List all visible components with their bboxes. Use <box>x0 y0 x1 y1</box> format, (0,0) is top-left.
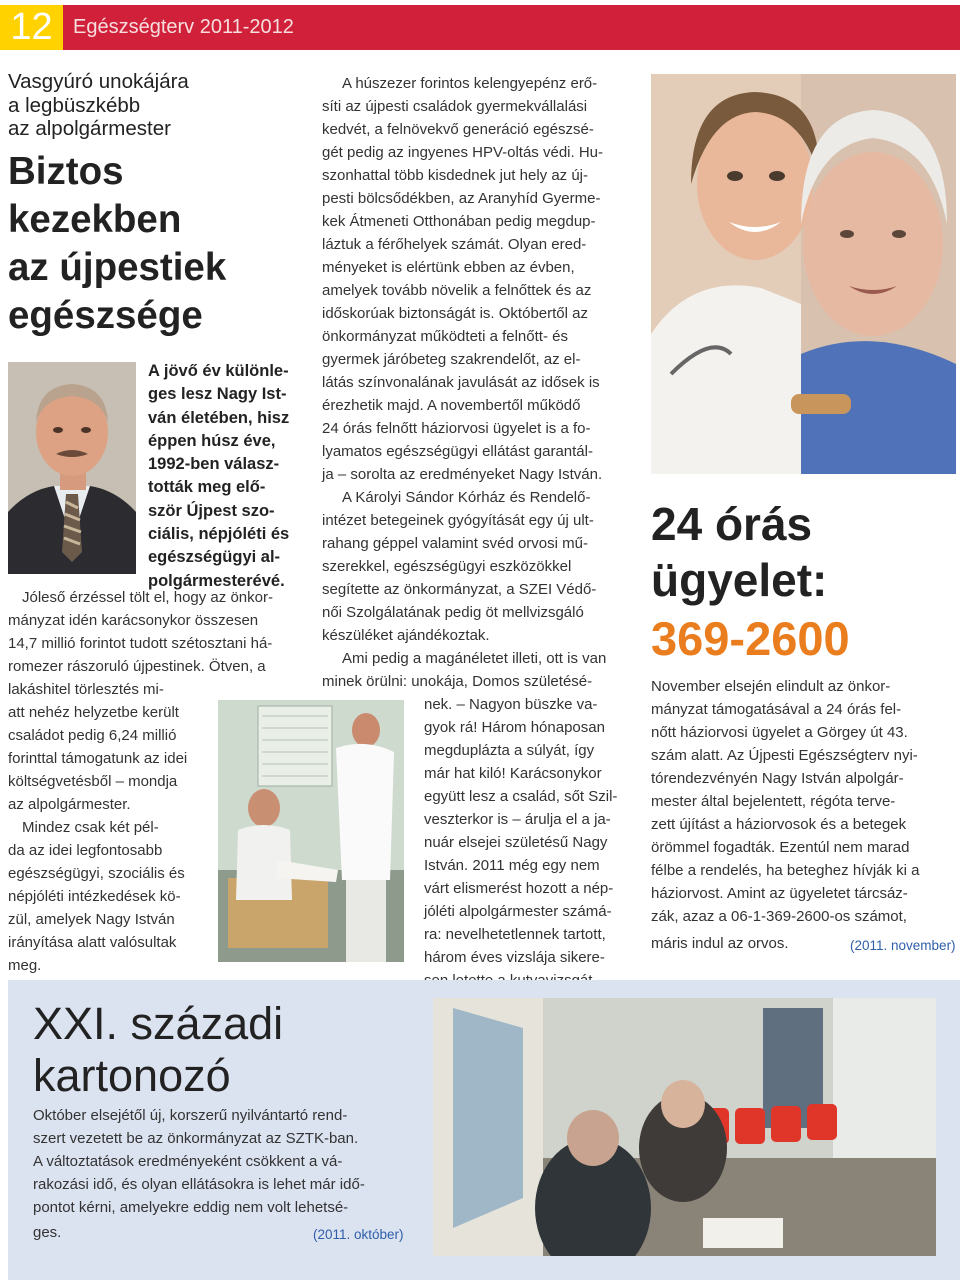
body-line: ges. <box>33 1224 62 1241</box>
body-line: att nehéz helyzetbe került <box>8 704 179 721</box>
body-line: önkormányzat működteti a felnőtt- és <box>322 328 568 345</box>
body-line: Mindez csak két pél- <box>22 819 159 836</box>
body-line: ja – sorolta az eredményeket Nagy István. <box>322 466 603 483</box>
headline-line: az újpestiek <box>8 246 227 289</box>
article-kicker <box>8 70 308 141</box>
body-line: háziorvost. Amint az ügyeletet tárcsáz- <box>651 885 908 902</box>
body-line: ra: nevelhetetlennek tartott, <box>424 926 606 943</box>
body-line: amelyek tovább növelik a felnőttek és az <box>322 282 592 299</box>
article-lead <box>148 360 318 593</box>
body-line: 14,7 millió forintot tudott szétosztani há- <box>8 635 273 652</box>
body-line: Október elsejétől új, korszerű nyilvántartó rend- <box>33 1107 348 1124</box>
body-line: nek. – Nagyon büszke va- <box>424 696 598 713</box>
lead-line: polgármesterévé. <box>148 571 285 590</box>
body-line: A változtatások eredményeként csökkent a vá- <box>33 1153 343 1170</box>
body-line: három éves vizslája sikere- <box>424 949 605 966</box>
body-line: női Szolgálatának pedig öt mellvizsgáló <box>322 604 584 621</box>
body-line: már hat kiló! Karácsonykor <box>424 765 602 782</box>
article-headline <box>8 148 328 340</box>
headline-line: egészsége <box>8 294 203 337</box>
waiting-room-photo <box>433 998 936 1256</box>
body-line: mányzat támogatásával a 24 órás fel- <box>651 701 902 718</box>
lead-line: ván életében, hisz <box>148 408 290 427</box>
body-line: gyermek járóbeteg szakrendelőt, az el- <box>322 351 581 368</box>
lead-line: éppen húsz éve, <box>148 431 276 450</box>
body-line: veszterkor is – árulja el a ja- <box>424 811 611 828</box>
body-line: Ami pedig a magánéletet illeti, ott is van <box>342 650 607 667</box>
body-line: rahang géppel valamint svéd orvosi mű- <box>322 535 588 552</box>
article-date: (2011. november) <box>850 938 956 953</box>
article-2-headline <box>651 496 956 608</box>
article-3-headline <box>33 998 423 1102</box>
body-line: az alpolgármester. <box>8 796 131 813</box>
body-line: meg. <box>8 957 42 974</box>
body-line: jóléti alpolgármester számá- <box>424 903 612 920</box>
body-line: síti az újpesti családok gyermekvállalási <box>322 98 588 115</box>
body-line: szonhattal több kisdednek jut hely az új- <box>322 167 588 184</box>
body-line: pontot kérni, amelyekre eddig nem volt lehetsé- <box>33 1199 349 1216</box>
body-line: várt elismerést hozott a nép- <box>424 880 614 897</box>
body-line: családot pedig 6,24 millió <box>8 727 177 744</box>
body-line: máris indul az orvos. <box>651 935 789 952</box>
body-line: A húszezer forintos kelengyepénz erő- <box>342 75 598 92</box>
body-line: A Károlyi Sándor Kórház és Rendelő- <box>342 489 591 506</box>
body-line: készüléket ajándékoztak. <box>322 627 490 644</box>
headline-line: 24 órás <box>651 498 813 550</box>
waiting-room-illustration <box>433 998 936 1256</box>
body-line: együtt lesz a család, sőt Szil- <box>424 788 618 805</box>
body-line: Jóleső érzéssel tölt el, hogy az önkor- <box>22 589 273 606</box>
body-line: pesti bölcsődékben, az Aranyhíd Gyerme- <box>322 190 601 207</box>
body-line: kedvét, a felnövekvő generáció egészsé- <box>322 121 594 138</box>
body-line: da az idei legfontosabb <box>8 842 163 859</box>
body-line: minek örülni: unokája, Domos születésé- <box>322 673 593 690</box>
body-line: segítette az önkormányzat, a SZEI Védő- <box>322 581 597 598</box>
body-line: szám alatt. Az Újpesti Egészségterv nyi- <box>651 747 918 764</box>
lead-line: tották meg elő- <box>148 478 266 497</box>
lead-line: egészségügyi al- <box>148 548 281 567</box>
body-line: megduplázta a súlyát, így <box>424 742 595 759</box>
body-line: láztuk a férőhelyek számát. Olyan ered- <box>322 236 587 253</box>
body-line: romezer rászoruló újpestinek. Ötven, a <box>8 658 266 675</box>
body-line: zül, amelyek Nagy István <box>8 911 175 928</box>
body-line: nuár elsejei születésű Nagy <box>424 834 608 851</box>
medical-room-illustration <box>218 700 404 962</box>
body-line: ményeket is elértünk ebben az évben, <box>322 259 575 276</box>
body-line: zák, azaz a 06-1-369-2600-os számot, <box>651 908 907 925</box>
body-line: forinttal támogatunk az idei <box>8 750 188 767</box>
body-line: félbe a rendelés, ha beteghez hívják ki a <box>651 862 920 879</box>
body-line: érezhetik majd. A novembertől működő <box>322 397 581 414</box>
kicker-line: a legbüszkébb <box>8 93 141 117</box>
body-line: lyamatos egészségügyi ellátást garantál- <box>322 443 593 460</box>
kicker-line: Vasgyúró unokájára <box>8 70 189 93</box>
body-line: nőtt háziorvosi ügyelet a Görgey út 43. <box>651 724 908 741</box>
body-line: irányítása alatt valósultak <box>8 934 177 951</box>
body-line: zett újítást a háziorvosok és a betegek <box>651 816 907 833</box>
section-title: Egészségterv 2011-2012 <box>73 16 294 38</box>
on-call-phone-number: 369-2600 <box>651 612 850 665</box>
portrait-photo <box>8 362 136 574</box>
body-line: tórendezvényén Nagy István alpolgár- <box>651 770 904 787</box>
nurse-elderly-photo <box>651 74 956 474</box>
portrait-illustration <box>8 362 136 574</box>
body-line: lakáshitel törlesztés mi- <box>8 681 164 698</box>
headline-line: Biztos <box>8 150 124 193</box>
headline-line: XXI. századi <box>33 998 284 1049</box>
body-line: időskorúak biztonságát is. Októbertől az <box>322 305 588 322</box>
body-line: gét pedig az ingyenes HPV-oltás védi. Hu- <box>322 144 603 161</box>
body-line: mányzat idén karácsonykor összesen <box>8 612 259 629</box>
body-line: egészségügyi, szociális és <box>8 865 185 882</box>
lead-line: ször Újpest szo- <box>148 501 275 520</box>
body-line: gyok rá! Három hónaposan <box>424 719 605 736</box>
headline-line: ügyelet: <box>651 554 828 606</box>
headline-line: kezekben <box>8 198 182 241</box>
lead-line: ges lesz Nagy Ist- <box>148 385 287 404</box>
lead-line: A jövő év különle- <box>148 362 289 380</box>
body-line: kek Átmeneti Otthonában pedig megdup- <box>322 213 596 230</box>
body-line: szert vezetett be az önkormányzat az SZTK-ban. <box>33 1130 359 1147</box>
body-line: 24 órás felnőtt háziorvosi ügyelet is a fo- <box>322 420 591 437</box>
body-line: mester által bejelentett, régóta terve- <box>651 793 896 810</box>
body-line: látás színvonalának javulását az idősek is <box>322 374 600 391</box>
lead-line: ciális, népjóléti és <box>148 525 290 544</box>
kicker-line: az alpolgármester <box>8 117 171 140</box>
body-line: intézet betegeinek gyógyítását egy új ult- <box>322 512 594 529</box>
body-line: szerekkel, egészségügyi eszközökkel <box>322 558 572 575</box>
article-date: (2011. október) <box>313 1227 404 1242</box>
page-number: 12 <box>0 5 63 50</box>
body-line: örömmel fogadták. Ezentúl nem marad <box>651 839 910 856</box>
nurse-elderly-illustration <box>651 74 956 474</box>
body-line: népjóléti intézkedések kö- <box>8 888 181 905</box>
body-line: költségvetésből – mondja <box>8 773 178 790</box>
body-line: November elsején elindult az önkor- <box>651 678 891 695</box>
body-line: István. 2011 még egy nem <box>424 857 600 874</box>
headline-line: kartonozó <box>33 1050 231 1101</box>
medical-room-photo <box>218 700 404 962</box>
lead-line: 1992-ben válasz- <box>148 455 280 474</box>
body-line: rakozási idő, és olyan ellátásokra is lehet már idő- <box>33 1176 365 1193</box>
